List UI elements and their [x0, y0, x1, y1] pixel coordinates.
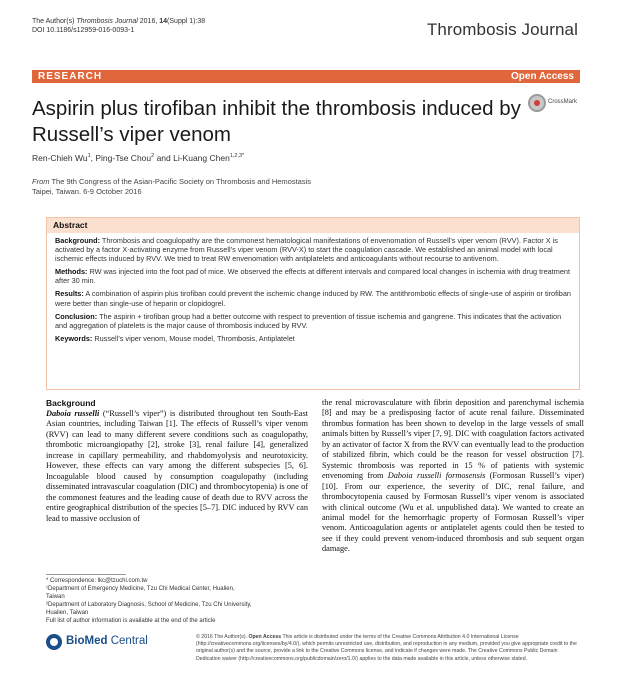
citation-issue: (Suppl 1):38	[167, 18, 206, 25]
body-paragraph	[46, 409, 308, 524]
abstract-methods	[55, 267, 571, 285]
body-column-right	[322, 398, 584, 555]
article-type: RESEARCH	[38, 71, 103, 82]
correspondence-email[interactable]: * Correspondence: lkc@tzuchi.com.tw	[46, 578, 148, 584]
article-title: Aspirin plus tirofiban inhibit the thrombosis induced by Russell’s viper venom	[32, 97, 521, 146]
author-affiliation-mark: 2	[151, 153, 155, 160]
section-bar	[32, 70, 580, 83]
citation-journal: Thrombosis Journal	[76, 18, 138, 25]
author-info-note: Full list of author information is available at the end of the article	[46, 618, 216, 624]
abstract-text: The aspirin + tirofiban group had a better outcome with respect to prevention of tissue ischemia and gangrene. This indicates that the activation and aggregation of platelets is the major cause of thrombosis induced by RVV.	[55, 311, 562, 330]
abstract-background	[55, 236, 571, 263]
open-access-label: Open Access	[248, 634, 282, 640]
body-paragraph	[322, 398, 584, 555]
abstract-results	[55, 289, 571, 307]
biomed-central-logo	[46, 634, 186, 652]
open-access-label: Open Access	[511, 71, 574, 82]
biomed-central-icon	[46, 634, 62, 650]
author-list	[32, 153, 244, 163]
publisher-name: BioMed	[66, 635, 108, 647]
license-statement	[196, 634, 582, 663]
footnotes	[46, 577, 308, 625]
conference-location: Taipei, Taiwan. 6-9 October 2016	[32, 187, 142, 196]
body-text: (“Russell’s viper”) is distributed throughout ten South-East Asian countries, including Taiwan [1]. The effects of Russell’s viper venom (RVV) can lead to many different severe conditions such as coagulopathy, thrombotic microangiopathy [2], stroke [3], renal failure [4], generalized increase in capillary permeability, and rhabdomyolysis and neurotoxicity. However, these effects can vary among the different subspecies [5, 6]. Incoagulable blood caused by consumption coagulopathy (including disseminated intravascular coagulation (DIC) and thrombocytopenia) is one of the commonest features and the leading cause of death due to RVV across the entire geographical distribution of the species [5–7]. DIC induced by RVV can lead to massive occlusion of	[46, 409, 308, 523]
publisher-name: Central	[107, 635, 148, 647]
affiliation: ¹Department of Emergency Medicine, Tzu Chi Medical Center, Hualien,	[46, 586, 235, 592]
citation-year: 2016,	[137, 18, 160, 25]
abstract-label: Conclusion:	[55, 311, 98, 321]
license-text: This article is distributed under the terms of the Creative Commons Attribution 4.0 International License (http://creativecommons.org/licenses/by/4.0/), which permits unrestricted use, distribution, and reproduction in any medium, provided you give appropriate credit to the original author(s) and the source, provide a link to the Creative Commons license, and indicate if changes were made. The Creative Commons Public Domain Dedication waiver (http://creativecommons.org/publicdomain/zero/1.0/) applies to the data made available in this article, unless otherwise stated.	[196, 634, 577, 662]
abstract-label: Keywords:	[55, 333, 93, 343]
abstract-label: Methods:	[55, 267, 88, 277]
conference-note	[32, 177, 472, 197]
section-heading: Background	[46, 398, 96, 408]
abstract-conclusion	[55, 312, 571, 330]
abstract-label: Background:	[55, 236, 100, 245]
journal-name: Thrombosis Journal	[426, 20, 578, 39]
author-affiliation-mark: 1,2,3*	[229, 153, 245, 160]
author-affiliation-mark: 1	[87, 153, 91, 160]
body-text: the renal microvasculature with fibrin deposition and parenchymal ischemia [8] and may be a predisposing factor of acute renal failure. Disseminated thrombus formation has been shown to develop in the large vessels of small animals bitten by Russell’s viper [7, 9]. DIC with coagulation factors activated by an activator of factor X from the RVV can eventually lead to the production of stabilized fibrin, which could be the reason for vessel obstruction [7]. Systemic thrombosis was reported in 15 % of patients with systemic envenoming from	[322, 398, 584, 481]
copyright: © 2016 The Author(s).	[196, 634, 249, 640]
abstract-body	[47, 233, 579, 343]
abstract-text: Thrombosis and coagulopathy are the commonest hematological manifestations of envenomation of Russell’s viper venom (RVV). Factor X is activated by a factor X-activating enzyme from Russell’s viper venom (RVV-X) to start the coagulation cascade. We established an animal model with local ischemic effects induced by RVV. We tried to treat RW envenomation with antiplatelets and anticoagulants without recourse to antivenom.	[55, 236, 558, 264]
author-name: and Li-Kuang Chen	[154, 153, 230, 163]
affiliation: Taiwan	[46, 594, 65, 600]
affiliation: Hualien, Taiwan	[46, 610, 89, 616]
crossmark-label: CrossMark	[548, 99, 578, 105]
body-column-left	[46, 398, 308, 524]
abstract-label: Results:	[55, 289, 84, 299]
abstract-box	[46, 217, 580, 390]
biomed-central-wordmark	[66, 635, 148, 647]
citation-prefix: The Author(s)	[32, 18, 77, 25]
species-name: Daboia russelli	[46, 409, 100, 418]
crossmark-badge[interactable]	[528, 94, 588, 116]
author-name: , Ping-Tse Chou	[90, 153, 152, 163]
abstract-keywords	[55, 334, 571, 343]
doi: DOI 10.1186/s12959-016-0093-1	[32, 27, 135, 34]
conference-prefix: From	[32, 177, 50, 186]
conference-name: The 9th Congress of the Asian-Pacific Society on Thrombosis and Hemostasis	[49, 177, 312, 186]
footnote-divider	[46, 574, 126, 575]
author-name: Ren-Chieh Wu	[32, 153, 88, 163]
citation-volume: 14	[159, 18, 168, 25]
species-name: Daboia russelli formosensis	[387, 471, 486, 481]
abstract-text: Russell’s viper venom, Mouse model, Thrombosis, Antiplatelet	[92, 333, 295, 343]
crossmark-icon	[528, 94, 546, 112]
abstract-text: RW was injected into the foot pad of mice. We observed the effects at different intervals and compared local changes in ischemia with drug treatment after 30 min.	[55, 267, 570, 286]
abstract-heading: Abstract	[47, 218, 579, 233]
affiliation: ²Department of Laboratory Diagnosis, School of Medicine, Tzu Chi University,	[46, 602, 252, 608]
body-text: (Formosan Russell’s viper) [10]. From our experience, the severity of DIC, renal failure, and thrombocytopenia caused by Formosan Russell’s viper venom is associated with clinical outcome (Wu et al. unpublished data). We wanted to create an animal model for the hemorrhagic property of Formosan Russell’s viper venom. Anticoagulation agents or antiplatelet agents could then be tested to see if they could prevent venom-induced thrombosis and sub sequent organ damage.	[322, 471, 585, 554]
citation	[32, 17, 205, 35]
abstract-text: A combination of aspirin plus tirofiban could prevent the ischemic change induced by RW. The antithrombotic effects of single-use of aspirin or tirofiban were better than single-use of heparin or clopidogrel.	[55, 289, 571, 308]
